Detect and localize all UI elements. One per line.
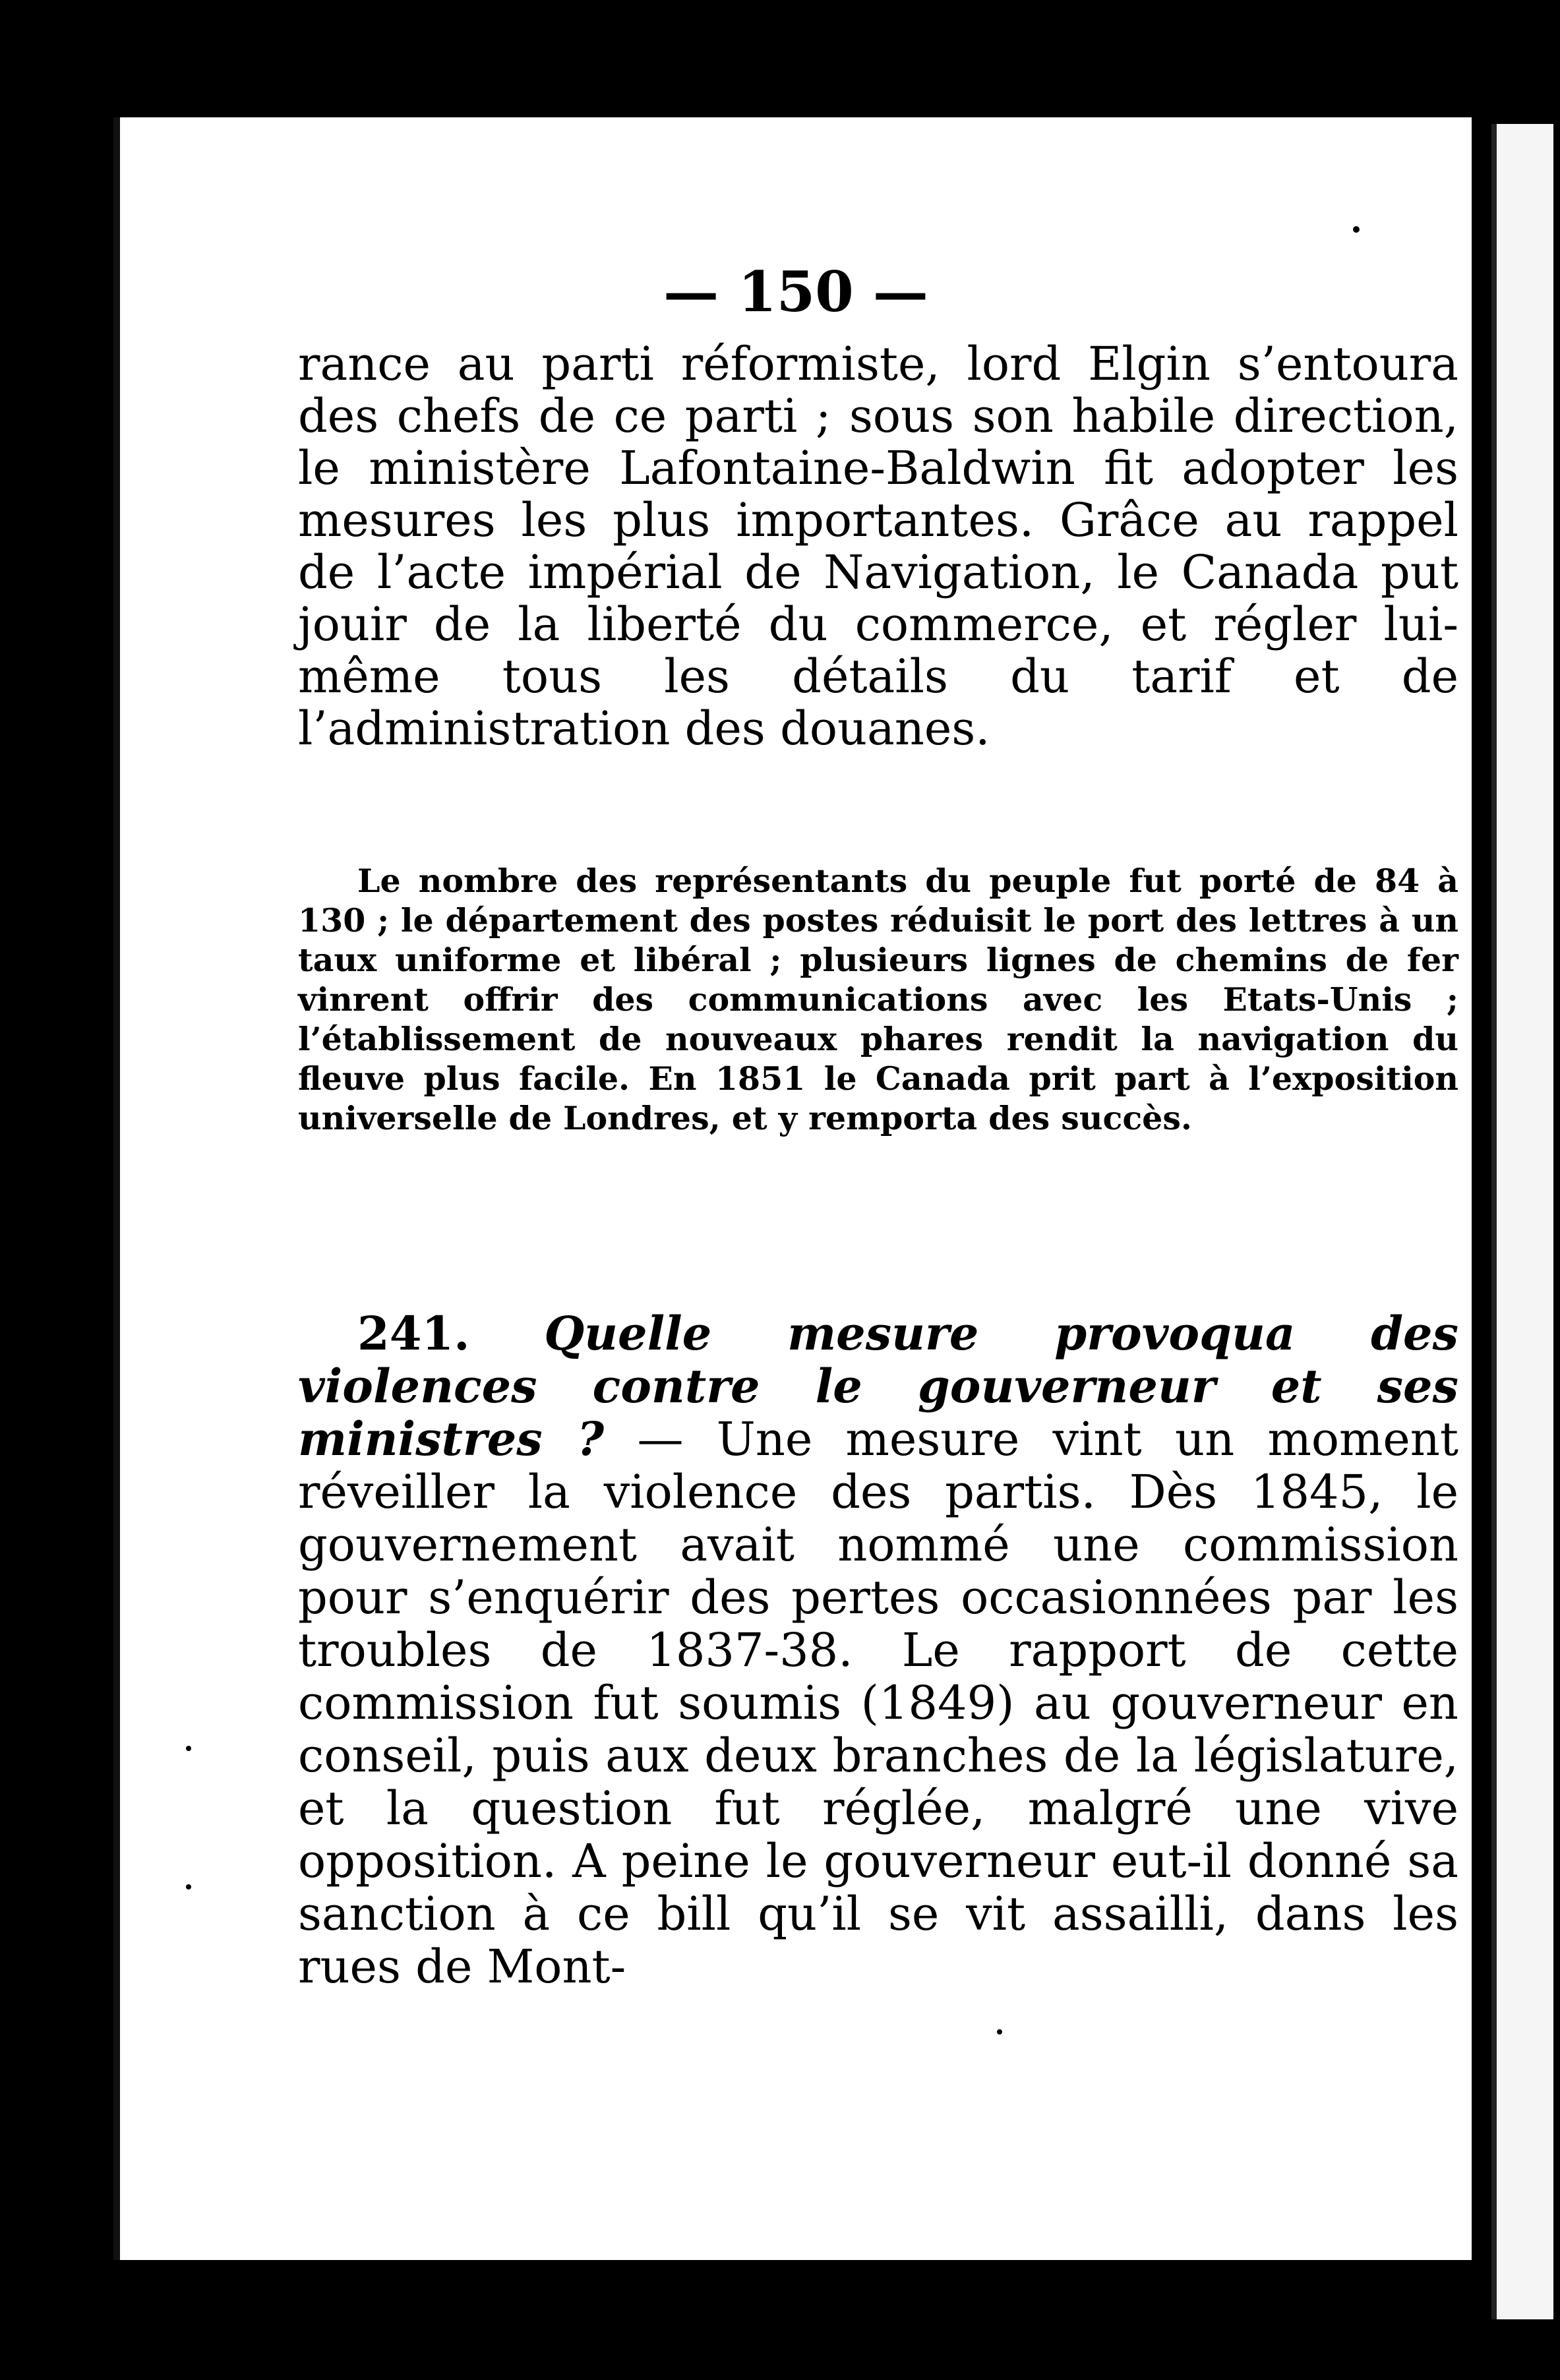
paragraph-2-text: Le nombre des représentants du peuple fut porté de 84 à 130 ; le département des postes réduisit le port des lettres à un taux uniforme et libéral ; plusieurs lignes de chemins de fer vinrent offrir des communications avec les Etats-Unis ; l’établissement de nouveaux phares rendit la navigation du fleuve plus facile. En 1851 le Canada prit part à l’exposition universelle de Londres, et y remporta des succès. <box>298 862 1458 1137</box>
page-edge <box>1491 124 1553 2319</box>
paragraph-small-print <box>298 861 1458 1138</box>
page-number: — 150 — <box>663 259 928 324</box>
answer-text: — Une mesure vint un moment réveiller la violence des partis. Dès 1845, le gouvernement avait nommé une commission pour s’enquérir des pertes occasionnées par les troubles de 1837-38. Le rapport de cette commission fut soumis (1849) au gouverneur en conseil, puis aux deux branches de la législature, et la question fut réglée, malgré une vive opposition. A peine le gouverneur eut-il donné sa sanction à ce bill qu’il se vit assailli, dans les rues de Mont- <box>298 1412 1458 1994</box>
question-number: 241. <box>357 1306 470 1361</box>
question-text: Quelle mesure provoqua des violences contre le gouverneur et ses ministres ? <box>298 1306 1458 1466</box>
paragraph-1-text: rance au parti réformiste, lord Elgin s’entoura des chefs de ce parti ; sous son habile direction, le ministère Lafontaine-Baldwin fit adopter les mesures les plus importantes. Grâce au rappel de l’acte impérial de Navigation, le Canada put jouir de la liberté du commerce, et régler lui-même tous les détails du tarif et de l’administration des douanes. <box>298 337 1458 756</box>
paragraph-question-241 <box>298 1307 1458 1993</box>
book-page <box>113 117 1472 2260</box>
paragraph-continuation <box>298 338 1458 755</box>
